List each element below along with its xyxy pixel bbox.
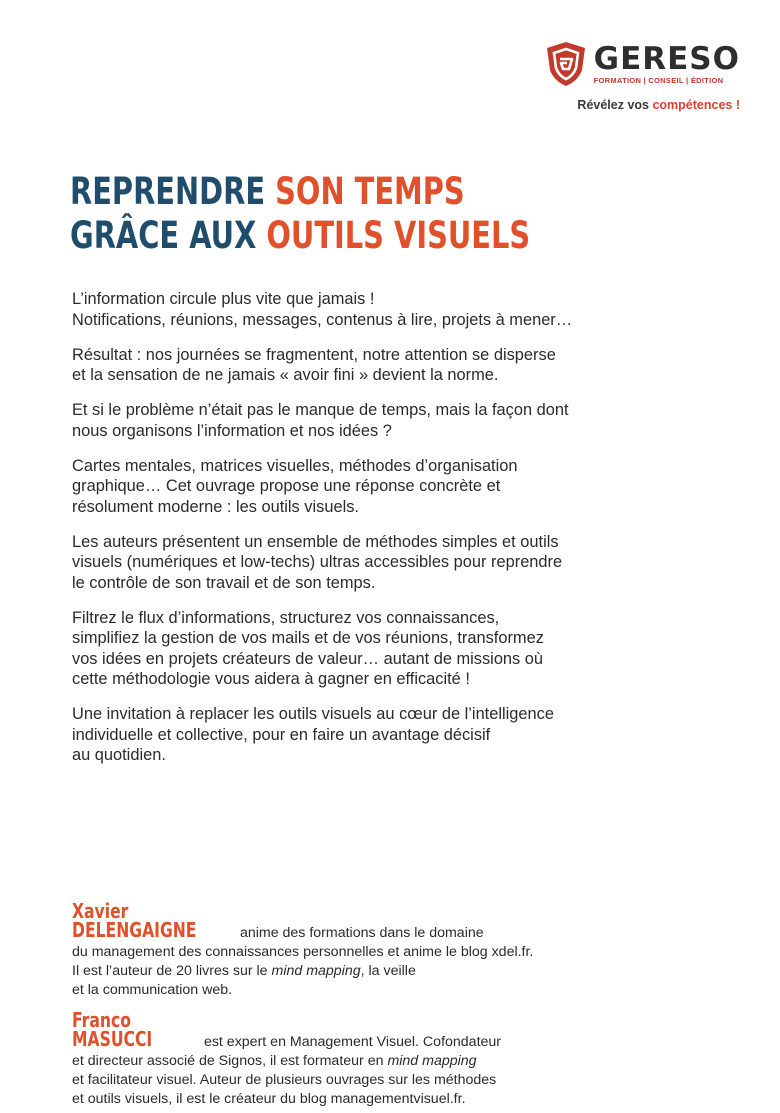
- paragraph-line: Résultat : nos journées se fragmentent, notre attention se disperse: [72, 345, 556, 364]
- paragraph-line: graphique… Cet ouvrage propose une réponse concrète et: [72, 477, 501, 495]
- slogan-prefix: Révélez vos: [577, 98, 653, 112]
- title-line-2-accent: OUTILS VISUELS: [266, 214, 531, 257]
- author-name: Xavier DELENGAIGNE: [72, 899, 197, 942]
- bio-line: du management des connaissances personnelles et anime le blog xdel.fr.: [72, 944, 534, 960]
- paragraph: [72, 608, 692, 690]
- paragraph-line: Notifications, réunions, messages, contenus à lire, projets à mener…: [72, 310, 573, 329]
- paragraph-line: vos idées en projets créateurs de valeur… autant de missions où: [72, 649, 544, 668]
- title-line-2: [70, 214, 530, 258]
- paragraph: [72, 400, 692, 441]
- paragraph-line: nous organisons l’information et nos idées ?: [72, 421, 392, 440]
- book-title: [70, 170, 530, 258]
- logo-row: [535, 40, 740, 88]
- author-bio: [72, 1008, 692, 1109]
- author-bio: [72, 899, 692, 1000]
- author-name: Franco MASUCCI: [72, 1008, 153, 1051]
- paragraph: [72, 704, 692, 766]
- paragraph-line: simplifiez la gestion de vos mails et de vos réunions, transformez: [72, 629, 544, 647]
- bio-line: et facilitateur visuel. Auteur de plusieurs ouvrages sur les méthodes: [72, 1072, 497, 1088]
- bio-line: et la communication web.: [72, 982, 233, 998]
- paragraph-line: le contrôle de son travail et de son temps.: [72, 573, 376, 592]
- bio-line: et directeur associé de Signos, il est formateur en: [72, 1053, 388, 1069]
- bio-italic: mind mapping: [271, 963, 361, 979]
- bio-line: anime des formations dans le domaine: [236, 925, 484, 941]
- title-line-1-dark: REPRENDRE: [70, 170, 276, 213]
- author-name-wrap: [72, 899, 236, 943]
- paragraph-line: cette méthodologie vous aidera à gagner en efficacité !: [72, 670, 470, 688]
- gereso-shield-icon: [544, 40, 588, 88]
- title-line-1: [70, 170, 530, 214]
- slogan-accent: compétences !: [652, 98, 740, 112]
- paragraph-line: Cartes mentales, matrices visuelles, méthodes d’organisation: [72, 456, 518, 475]
- paragraph-line: au quotidien.: [72, 746, 166, 764]
- brand-name: GERESO: [593, 41, 740, 77]
- paragraph-line: résolument moderne : les outils visuels.: [72, 497, 359, 516]
- paragraph: [72, 456, 692, 518]
- title-line-2-dark: GRÂCE AUX: [70, 214, 267, 257]
- blurb: [72, 289, 692, 780]
- paragraph: [72, 532, 692, 594]
- paragraph-line: L’information circule plus vite que jamais !: [72, 290, 375, 308]
- publisher-logo-block: [535, 40, 740, 112]
- bio-line: Il est l’auteur de 20 livres sur le: [72, 963, 272, 979]
- paragraph-line: Les auteurs présentent un ensemble de méthodes simples et outils: [72, 532, 559, 551]
- bio-italic: mind mapping: [387, 1053, 477, 1069]
- paragraph: [72, 345, 692, 386]
- brand: [594, 43, 740, 85]
- bio-line: et outils visuels, il est le créateur du blog managementvisuel.fr.: [72, 1091, 466, 1107]
- title-line-1-accent: SON TEMPS: [275, 170, 465, 213]
- bio-line: , la veille: [360, 963, 416, 979]
- bio-line: est expert en Management Visuel. Cofondateur: [200, 1034, 502, 1050]
- paragraph: [72, 289, 692, 330]
- paragraph-line: Une invitation à replacer les outils visuels au cœur de l’intelligence: [72, 705, 554, 723]
- paragraph-line: Et si le problème n’était pas le manque de temps, mais la façon dont: [72, 401, 569, 419]
- paragraph-line: Filtrez le flux d’informations, structurez vos connaissances,: [72, 608, 500, 627]
- paragraph-line: et la sensation de ne jamais « avoir fini » devient la norme.: [72, 366, 499, 384]
- brand-tagline: FORMATION | CONSEIL | ÉDITION: [593, 76, 724, 85]
- slogan: [535, 98, 740, 112]
- paragraph-line: individuelle et collective, pour en faire un avantage décisif: [72, 725, 491, 744]
- author-bios: [72, 899, 692, 1113]
- paragraph-line: visuels (numériques et low-techs) ultras accessibles pour reprendre: [72, 553, 563, 571]
- author-name-wrap: [72, 1008, 200, 1052]
